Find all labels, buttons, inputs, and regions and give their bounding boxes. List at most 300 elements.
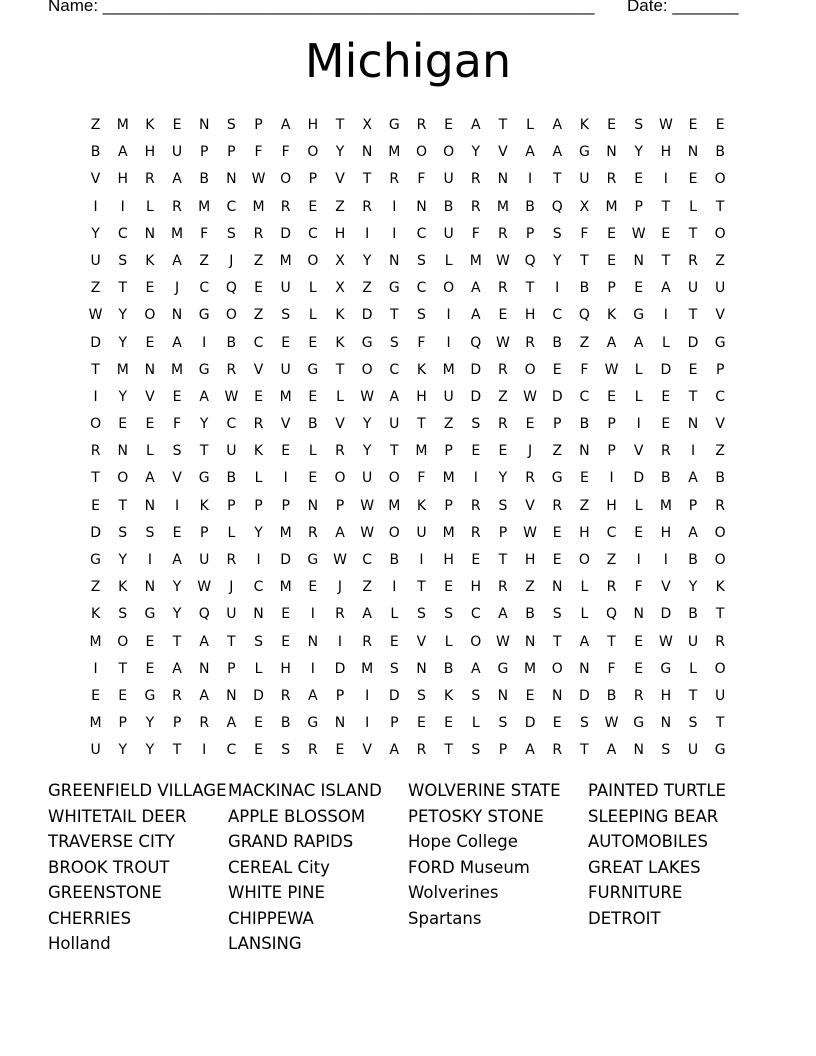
- grid-letter: T: [390, 307, 399, 324]
- grid-letter: E: [661, 388, 671, 405]
- grid-letter: B: [226, 470, 237, 487]
- grid-letter: S: [145, 524, 155, 541]
- grid-letter: A: [470, 660, 481, 677]
- grid-letter: Y: [118, 742, 128, 759]
- grid-letter: N: [497, 687, 509, 704]
- grid-letter: T: [335, 117, 345, 133]
- grid-letter: Y: [172, 606, 182, 623]
- grid-letter: C: [226, 742, 237, 759]
- word-bank-item: WHITE PINE: [228, 883, 325, 902]
- grid-letter: X: [362, 117, 372, 133]
- page-title: Michigan: [304, 34, 512, 88]
- grid-letter: S: [281, 742, 291, 759]
- grid-letter: Z: [715, 252, 725, 269]
- grid-letter: T: [417, 416, 426, 433]
- grid-letter: K: [444, 687, 454, 704]
- grid-letter: N: [253, 606, 264, 623]
- grid-letter: I: [636, 416, 641, 433]
- grid-letter: A: [280, 117, 291, 133]
- grid-letter: T: [580, 252, 589, 269]
- grid-letter: G: [198, 307, 210, 324]
- grid-letter: A: [688, 470, 698, 487]
- grid-letter: H: [280, 660, 291, 677]
- grid-letter: I: [446, 334, 451, 351]
- grid-letter: R: [470, 524, 481, 541]
- grid-letter: T: [498, 552, 508, 568]
- grid-letter: U: [280, 361, 291, 378]
- grid-letter: E: [145, 660, 155, 677]
- grid-letter: S: [498, 715, 508, 732]
- word-bank-item: FURNITURE: [588, 883, 683, 902]
- grid-letter: P: [607, 280, 616, 297]
- grid-letter: D: [660, 606, 672, 623]
- word-bank-item: GREAT LAKES: [588, 857, 701, 877]
- grid-letter: Z: [253, 252, 264, 269]
- grid-letter: R: [172, 687, 182, 704]
- grid-letter: B: [443, 660, 454, 677]
- grid-letter: C: [606, 524, 617, 541]
- grid-letter: I: [419, 552, 424, 568]
- grid-letter: M: [171, 361, 184, 378]
- grid-letter: T: [607, 633, 616, 650]
- grid-letter: M: [442, 470, 455, 487]
- grid-letter: P: [118, 715, 127, 732]
- word-bank-item: SLEEPING BEAR: [588, 806, 719, 826]
- grid-letter: W: [496, 633, 510, 650]
- grid-letter: S: [254, 633, 263, 650]
- letter-grid: [82, 112, 734, 765]
- grid-row: [82, 656, 734, 683]
- grid-letter: N: [687, 416, 699, 433]
- grid-letter: R: [416, 117, 427, 133]
- grid-letter: H: [117, 171, 128, 188]
- grid-letter: N: [144, 361, 156, 378]
- grid-letter: Z: [253, 307, 264, 324]
- grid-row: [82, 302, 734, 329]
- grid-letter: R: [416, 742, 427, 759]
- grid-letter: G: [361, 334, 373, 351]
- word-bank-item: CEREAL City: [228, 857, 330, 877]
- grid-letter: T: [661, 198, 671, 215]
- grid-letter: O: [361, 361, 373, 378]
- grid-letter: N: [416, 198, 427, 215]
- grid-letter: P: [199, 144, 209, 161]
- grid-letter: U: [226, 443, 237, 460]
- grid-letter: N: [226, 687, 237, 704]
- grid-letter: G: [633, 307, 645, 324]
- grid-letter: I: [663, 552, 668, 568]
- grid-letter: T: [91, 470, 100, 487]
- grid-letter: E: [607, 117, 616, 133]
- grid-letter: G: [578, 144, 590, 161]
- grid-letter: N: [144, 225, 156, 242]
- grid-letter: R: [226, 361, 237, 378]
- grid-letter: A: [308, 687, 318, 704]
- grid-letter: Y: [91, 225, 100, 242]
- grid-letter: M: [415, 443, 428, 460]
- grid-letter: H: [443, 552, 454, 568]
- grid-letter: R: [335, 606, 345, 623]
- grid-letter: S: [389, 660, 399, 677]
- grid-letter: H: [524, 307, 536, 324]
- grid-letter: U: [226, 606, 237, 623]
- grid-letter: N: [171, 307, 183, 324]
- grid-letter: D: [90, 334, 101, 351]
- grid-letter: P: [199, 524, 209, 541]
- grid-letter: H: [524, 552, 536, 568]
- grid-letter: E: [661, 225, 671, 242]
- grid-letter: N: [633, 742, 644, 759]
- grid-letter: F: [607, 660, 616, 677]
- grid-letter: Y: [254, 524, 263, 541]
- grid-letter: R: [172, 198, 182, 215]
- grid-letter: B: [661, 470, 671, 487]
- grid-letter: H: [660, 524, 672, 541]
- grid-letter: C: [253, 579, 264, 596]
- grid-letter: N: [226, 171, 237, 188]
- grid-letter: M: [605, 198, 618, 215]
- grid-letter: Z: [443, 416, 454, 433]
- grid-letter: P: [335, 497, 345, 514]
- grid-letter: N: [579, 660, 590, 677]
- grid-letter: S: [471, 742, 481, 759]
- grid-letter: M: [279, 388, 292, 405]
- grid-letter: U: [687, 280, 699, 297]
- grid-letter: O: [90, 416, 102, 433]
- grid-letter: W: [360, 388, 375, 405]
- grid-letter: A: [606, 742, 617, 759]
- grid-letter: Z: [90, 117, 101, 133]
- grid-letter: W: [360, 497, 375, 514]
- grid-letter: I: [663, 171, 668, 188]
- grid-letter: C: [579, 388, 590, 405]
- grid-letter: A: [117, 144, 128, 161]
- word-column: [228, 778, 408, 957]
- grid-letter: Y: [145, 742, 155, 759]
- grid-letter: N: [307, 633, 319, 650]
- grid-letter: I: [365, 715, 370, 732]
- grid-letter: E: [444, 715, 454, 732]
- grid-letter: V: [253, 361, 264, 378]
- grid-letter: D: [90, 524, 101, 541]
- grid-letter: E: [634, 171, 644, 188]
- grid-letter: L: [254, 660, 263, 677]
- grid-letter: R: [660, 443, 671, 460]
- grid-letter: E: [579, 470, 589, 487]
- grid-letter: R: [498, 361, 508, 378]
- grid-letter: Y: [688, 579, 698, 596]
- grid-letter: J: [229, 252, 234, 269]
- grid-letter: N: [687, 144, 699, 161]
- grid-letter: N: [416, 660, 427, 677]
- grid-letter: Y: [498, 470, 508, 487]
- grid-letter: E: [471, 443, 481, 460]
- grid-letter: R: [90, 443, 101, 460]
- grid-row: [82, 384, 734, 411]
- grid-letter: G: [388, 280, 400, 297]
- grid-letter: L: [634, 388, 643, 405]
- grid-letter: R: [307, 524, 318, 541]
- grid-letter: E: [172, 388, 182, 405]
- grid-letter: E: [688, 171, 698, 188]
- grid-letter: V: [280, 416, 291, 433]
- grid-letter: E: [498, 307, 508, 324]
- grid-letter: U: [687, 742, 699, 759]
- grid-letter: N: [144, 579, 156, 596]
- grid-letter: A: [199, 687, 209, 704]
- grid-letter: Z: [715, 443, 725, 460]
- grid-letter: T: [661, 252, 671, 269]
- grid-letter: S: [417, 687, 426, 704]
- grid-letter: P: [254, 497, 263, 514]
- grid-letter: L: [471, 715, 480, 732]
- word-bank-item: MACKINAC ISLAND: [228, 781, 382, 800]
- word-bank-item: PAINTED TURTLE: [588, 781, 726, 800]
- grid-letter: I: [147, 552, 152, 568]
- grid-letter: W: [88, 307, 103, 324]
- word-bank-item: GRAND RAPIDS: [228, 832, 354, 851]
- word-bank-item: PETOSKY STONE: [408, 806, 544, 826]
- date-field-label: Date: _______: [627, 0, 739, 15]
- grid-letter: E: [471, 552, 481, 568]
- grid-row: [82, 330, 734, 357]
- grid-letter: T: [525, 280, 535, 297]
- grid-letter: P: [498, 524, 508, 541]
- grid-letter: I: [256, 552, 261, 568]
- grid-letter: U: [171, 144, 183, 161]
- grid-letter: N: [144, 497, 156, 514]
- grid-letter: G: [388, 117, 400, 133]
- grid-letter: R: [470, 497, 481, 514]
- grid-letter: T: [118, 280, 128, 297]
- grid-letter: O: [714, 171, 726, 188]
- grid-letter: E: [308, 334, 318, 351]
- grid-letter: V: [335, 416, 345, 433]
- grid-letter: I: [202, 334, 207, 351]
- grid-letter: W: [333, 552, 347, 568]
- grid-letter: E: [91, 497, 100, 514]
- grid-letter: L: [308, 443, 317, 460]
- grid-letter: N: [524, 633, 536, 650]
- grid-letter: I: [337, 633, 343, 650]
- grid-letter: D: [280, 552, 292, 568]
- grid-row: [82, 112, 734, 139]
- grid-letter: W: [604, 361, 619, 378]
- grid-letter: U: [416, 524, 427, 541]
- grid-letter: J: [174, 280, 180, 297]
- grid-letter: P: [525, 225, 535, 242]
- grid-letter: F: [471, 225, 480, 242]
- grid-letter: O: [551, 660, 563, 677]
- grid-letter: M: [442, 361, 455, 378]
- grid-letter: T: [118, 660, 128, 677]
- grid-letter: O: [443, 280, 455, 297]
- grid-letter: W: [658, 117, 673, 133]
- grid-letter: U: [443, 171, 454, 188]
- grid-letter: A: [661, 280, 671, 297]
- grid-letter: O: [714, 524, 726, 541]
- grid-letter: R: [199, 715, 210, 732]
- grid-letter: S: [552, 225, 562, 242]
- grid-letter: R: [280, 198, 291, 215]
- grid-letter: T: [688, 388, 698, 405]
- grid-letter: O: [117, 470, 129, 487]
- grid-letter: S: [471, 416, 481, 433]
- grid-letter: T: [715, 606, 725, 623]
- grid-letter: D: [253, 687, 264, 704]
- grid-letter: I: [174, 497, 180, 514]
- grid-letter: A: [525, 144, 535, 161]
- word-bank-item: Spartans: [408, 908, 482, 928]
- grid-letter: F: [417, 171, 426, 188]
- grid-letter: P: [227, 144, 236, 161]
- grid-letter: M: [659, 497, 672, 514]
- grid-letter: J: [528, 443, 533, 460]
- grid-letter: E: [308, 470, 318, 487]
- grid-letter: K: [145, 252, 155, 269]
- grid-letter: W: [523, 388, 537, 405]
- grid-letter: R: [470, 198, 481, 215]
- grid-letter: G: [198, 361, 210, 378]
- grid-letter: T: [172, 633, 182, 650]
- grid-letter: R: [362, 198, 372, 215]
- grid-letter: U: [199, 552, 210, 568]
- grid-letter: S: [281, 307, 291, 324]
- grid-letter: R: [552, 742, 563, 759]
- grid-letter: O: [388, 524, 400, 541]
- grid-letter: L: [227, 524, 236, 541]
- grid-letter: L: [145, 443, 154, 460]
- grid-row: [82, 601, 734, 628]
- word-bank-item: LANSING: [228, 934, 302, 953]
- grid-letter: R: [145, 171, 155, 188]
- grid-letter: N: [361, 144, 373, 161]
- grid-letter: G: [307, 715, 319, 732]
- grid-letter: Z: [362, 280, 372, 297]
- grid-letter: B: [280, 715, 291, 732]
- grid-letter: E: [254, 280, 263, 297]
- grid-letter: V: [715, 307, 725, 324]
- grid-letter: E: [552, 361, 562, 378]
- grid-letter: B: [552, 334, 563, 351]
- grid-letter: H: [660, 144, 672, 161]
- grid-letter: Z: [525, 579, 535, 596]
- word-bank-item: CHERRIES: [48, 908, 132, 928]
- grid-letter: L: [689, 660, 697, 677]
- grid-letter: R: [389, 171, 400, 188]
- grid-letter: D: [579, 687, 590, 704]
- grid-letter: V: [145, 388, 155, 405]
- grid-letter: Z: [90, 280, 101, 297]
- grid-letter: E: [661, 416, 671, 433]
- grid-letter: G: [90, 552, 101, 568]
- grid-letter: F: [173, 416, 182, 433]
- grid-letter: V: [498, 144, 508, 161]
- grid-letter: T: [580, 742, 589, 759]
- grid-letter: C: [416, 225, 427, 242]
- grid-letter: I: [392, 225, 397, 242]
- word-bank-item: GREENSTONE: [48, 883, 162, 902]
- grid-letter: C: [199, 280, 210, 297]
- grid-letter: O: [714, 552, 726, 568]
- grid-letter: W: [251, 171, 266, 188]
- grid-letter: C: [552, 307, 563, 324]
- grid-letter: T: [498, 117, 508, 133]
- grid-letter: E: [634, 280, 644, 297]
- grid-letter: X: [579, 198, 590, 215]
- grid-letter: D: [633, 470, 645, 487]
- grid-letter: Y: [634, 144, 643, 161]
- grid-letter: P: [607, 416, 616, 433]
- grid-letter: S: [417, 606, 426, 623]
- grid-letter: J: [229, 579, 234, 596]
- grid-letter: E: [281, 443, 291, 460]
- word-bank-item: WHITETAIL DEER: [48, 806, 187, 826]
- grid-letter: S: [118, 606, 128, 623]
- word-bank-item: Holland: [48, 934, 111, 953]
- grid-letter: Z: [579, 334, 590, 351]
- grid-letter: Z: [498, 388, 508, 405]
- grid-letter: Z: [552, 443, 563, 460]
- grid-letter: T: [91, 361, 100, 378]
- grid-letter: L: [390, 606, 399, 623]
- grid-letter: L: [634, 361, 643, 378]
- grid-letter: A: [470, 280, 481, 297]
- grid-letter: Q: [225, 280, 237, 297]
- grid-letter: C: [389, 361, 400, 378]
- grid-letter: D: [687, 334, 699, 351]
- grid-letter: O: [307, 252, 319, 269]
- grid-letter: F: [417, 334, 426, 351]
- grid-letter: T: [688, 225, 698, 242]
- grid-letter: E: [552, 524, 562, 541]
- grid-letter: T: [715, 198, 725, 215]
- grid-letter: T: [688, 307, 698, 324]
- grid-letter: V: [172, 470, 182, 487]
- grid-letter: T: [199, 443, 209, 460]
- grid-letter: S: [498, 497, 508, 514]
- grid-letter: I: [310, 606, 315, 623]
- grid-letter: N: [633, 606, 644, 623]
- grid-letter: I: [446, 307, 451, 324]
- grid-letter: M: [279, 579, 292, 596]
- grid-row: [82, 547, 734, 574]
- grid-row: [82, 629, 734, 656]
- grid-letter: Y: [118, 552, 128, 568]
- grid-letter: A: [525, 742, 535, 759]
- grid-letter: F: [254, 144, 263, 161]
- grid-letter: R: [688, 252, 698, 269]
- grid-letter: D: [524, 715, 536, 732]
- grid-letter: R: [525, 470, 535, 487]
- grid-letter: O: [280, 171, 292, 188]
- grid-letter: O: [388, 470, 400, 487]
- grid-letter: R: [253, 416, 264, 433]
- grid-letter: S: [579, 715, 589, 732]
- grid-letter: U: [715, 687, 726, 704]
- grid-letter: Z: [579, 497, 590, 514]
- grid-letter: F: [580, 225, 589, 242]
- grid-letter: K: [199, 497, 209, 514]
- grid-letter: K: [416, 497, 427, 514]
- grid-letter: P: [227, 660, 236, 677]
- grid-letter: E: [118, 416, 128, 433]
- grid-letter: P: [227, 497, 236, 514]
- grid-letter: U: [443, 225, 454, 242]
- grid-letter: U: [389, 416, 400, 433]
- grid-letter: R: [715, 497, 726, 514]
- grid-letter: V: [633, 443, 644, 460]
